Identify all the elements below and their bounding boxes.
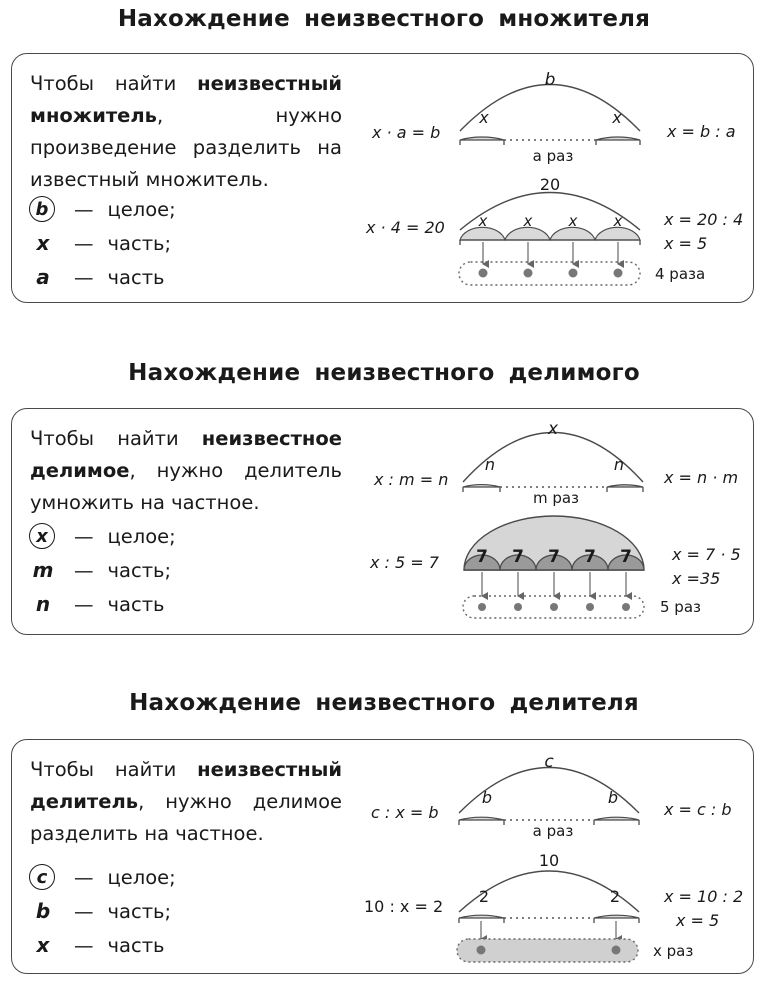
diagram-divisor-example xyxy=(364,851,743,962)
part-label: 7 xyxy=(476,547,488,567)
solution-result: x =35 xyxy=(672,569,721,588)
part-label: 7 xyxy=(620,547,632,567)
legend-text: целое; xyxy=(107,865,176,889)
legend-row-part: b — часть; xyxy=(28,896,171,926)
solution: x = b : a xyxy=(667,122,736,141)
legend-row-whole: b — целое; xyxy=(28,194,176,224)
rule-keyword: неизвестное делимое xyxy=(30,427,342,482)
part-label: 7 xyxy=(584,547,596,567)
part-label: b xyxy=(481,788,493,807)
rule-text: Чтобы найти неизвестный делитель, нужно делимое разделить на частное. xyxy=(30,758,342,845)
equation: x · a = b xyxy=(372,123,441,142)
legend-row-whole: c — целое; xyxy=(28,862,176,892)
count-label: m раз xyxy=(532,489,580,507)
solution-result: x = 5 xyxy=(664,234,708,253)
legend-row-part: a — часть xyxy=(28,262,165,292)
count-label: 4 раза xyxy=(655,265,706,283)
legend-symbol: b xyxy=(29,196,55,222)
count-label: x раз xyxy=(653,942,694,960)
solution-step: x = 10 : 2 xyxy=(664,887,744,906)
legend-symbol: x xyxy=(29,523,55,549)
legend-row-whole: x — целое; xyxy=(28,521,176,551)
diagram-dividend-general xyxy=(373,419,738,507)
part-label: b xyxy=(607,788,619,807)
legend-row-part: x — часть; xyxy=(28,228,171,258)
whole-label: 10 xyxy=(538,851,560,870)
solution-step: x = 20 : 4 xyxy=(664,210,744,229)
equation: x : 5 = 7 xyxy=(370,553,439,572)
equation: x · 4 = 20 xyxy=(366,218,445,237)
solution-result: x = 5 xyxy=(676,911,720,930)
legend-text: часть; xyxy=(107,231,172,255)
section-title-multiplier: Нахождение неизвестного множителя xyxy=(117,6,651,32)
equation: 10 : x = 2 xyxy=(364,897,444,916)
legend-symbol: m xyxy=(32,558,54,582)
equation: c : x = b xyxy=(371,803,439,822)
legend-text: целое; xyxy=(107,524,176,548)
legend-row-part: m — часть; xyxy=(28,555,171,585)
part-label: n xyxy=(484,455,496,474)
legend-row-part: n — часть xyxy=(28,589,165,619)
diagram-multiplier-general xyxy=(371,70,736,165)
count-label: 5 раз xyxy=(660,598,702,616)
solution: x = c : b xyxy=(664,800,732,819)
part-label: x xyxy=(523,212,533,230)
legend-text: целое; xyxy=(107,197,176,221)
legend-text: часть; xyxy=(107,899,172,923)
legend-text: часть xyxy=(107,265,165,289)
part-label: 2 xyxy=(478,887,490,906)
part-label: 2 xyxy=(609,887,621,906)
part-label: x xyxy=(479,108,489,127)
legend-symbol: n xyxy=(35,592,51,616)
diagram-dividend-example xyxy=(369,516,741,618)
solution: x = n · m xyxy=(664,468,739,487)
whole-label: x xyxy=(547,419,559,439)
rule-keyword: неизвестный делитель xyxy=(30,758,342,813)
legend-text: часть; xyxy=(107,558,172,582)
legend-row-part: x — часть xyxy=(28,930,165,960)
legend-symbol: c xyxy=(29,864,55,890)
rule-text: Чтобы найти неизвестный множитель, нужно произведение разделить на известный множитель. xyxy=(30,72,342,191)
whole-label: b xyxy=(544,70,556,90)
part-label: x xyxy=(478,212,488,230)
count-label: a раз xyxy=(532,147,574,165)
legend-symbol: b xyxy=(35,899,51,923)
legend-text: часть xyxy=(107,933,165,957)
rule-keyword: неизвестный множитель xyxy=(30,72,342,127)
part-label: x xyxy=(613,212,623,230)
part-label: x xyxy=(612,108,622,127)
part-label: 7 xyxy=(548,547,560,567)
diagram-multiplier-example xyxy=(365,175,743,285)
solution-step: x = 7 · 5 xyxy=(672,545,741,564)
legend-symbol: x xyxy=(36,933,50,957)
part-label: n xyxy=(613,455,625,474)
count-label: a раз xyxy=(532,822,574,840)
diagram-divisor-general xyxy=(371,752,732,840)
section-title-divisor: Нахождение неизвестного делителя xyxy=(129,690,639,716)
part-label: 7 xyxy=(512,547,524,567)
equation: x : m = n xyxy=(374,470,449,489)
whole-label: c xyxy=(544,752,554,772)
legend-text: часть xyxy=(107,592,165,616)
section-title-dividend: Нахождение неизвестного делимого xyxy=(128,360,640,386)
legend-symbol: x xyxy=(36,231,50,255)
whole-label: 20 xyxy=(539,175,561,194)
part-label: x xyxy=(568,212,578,230)
legend-symbol: a xyxy=(36,265,50,289)
rule-text: Чтобы найти неизвестное делимое, нужно делитель умножить на частное. xyxy=(30,427,342,514)
